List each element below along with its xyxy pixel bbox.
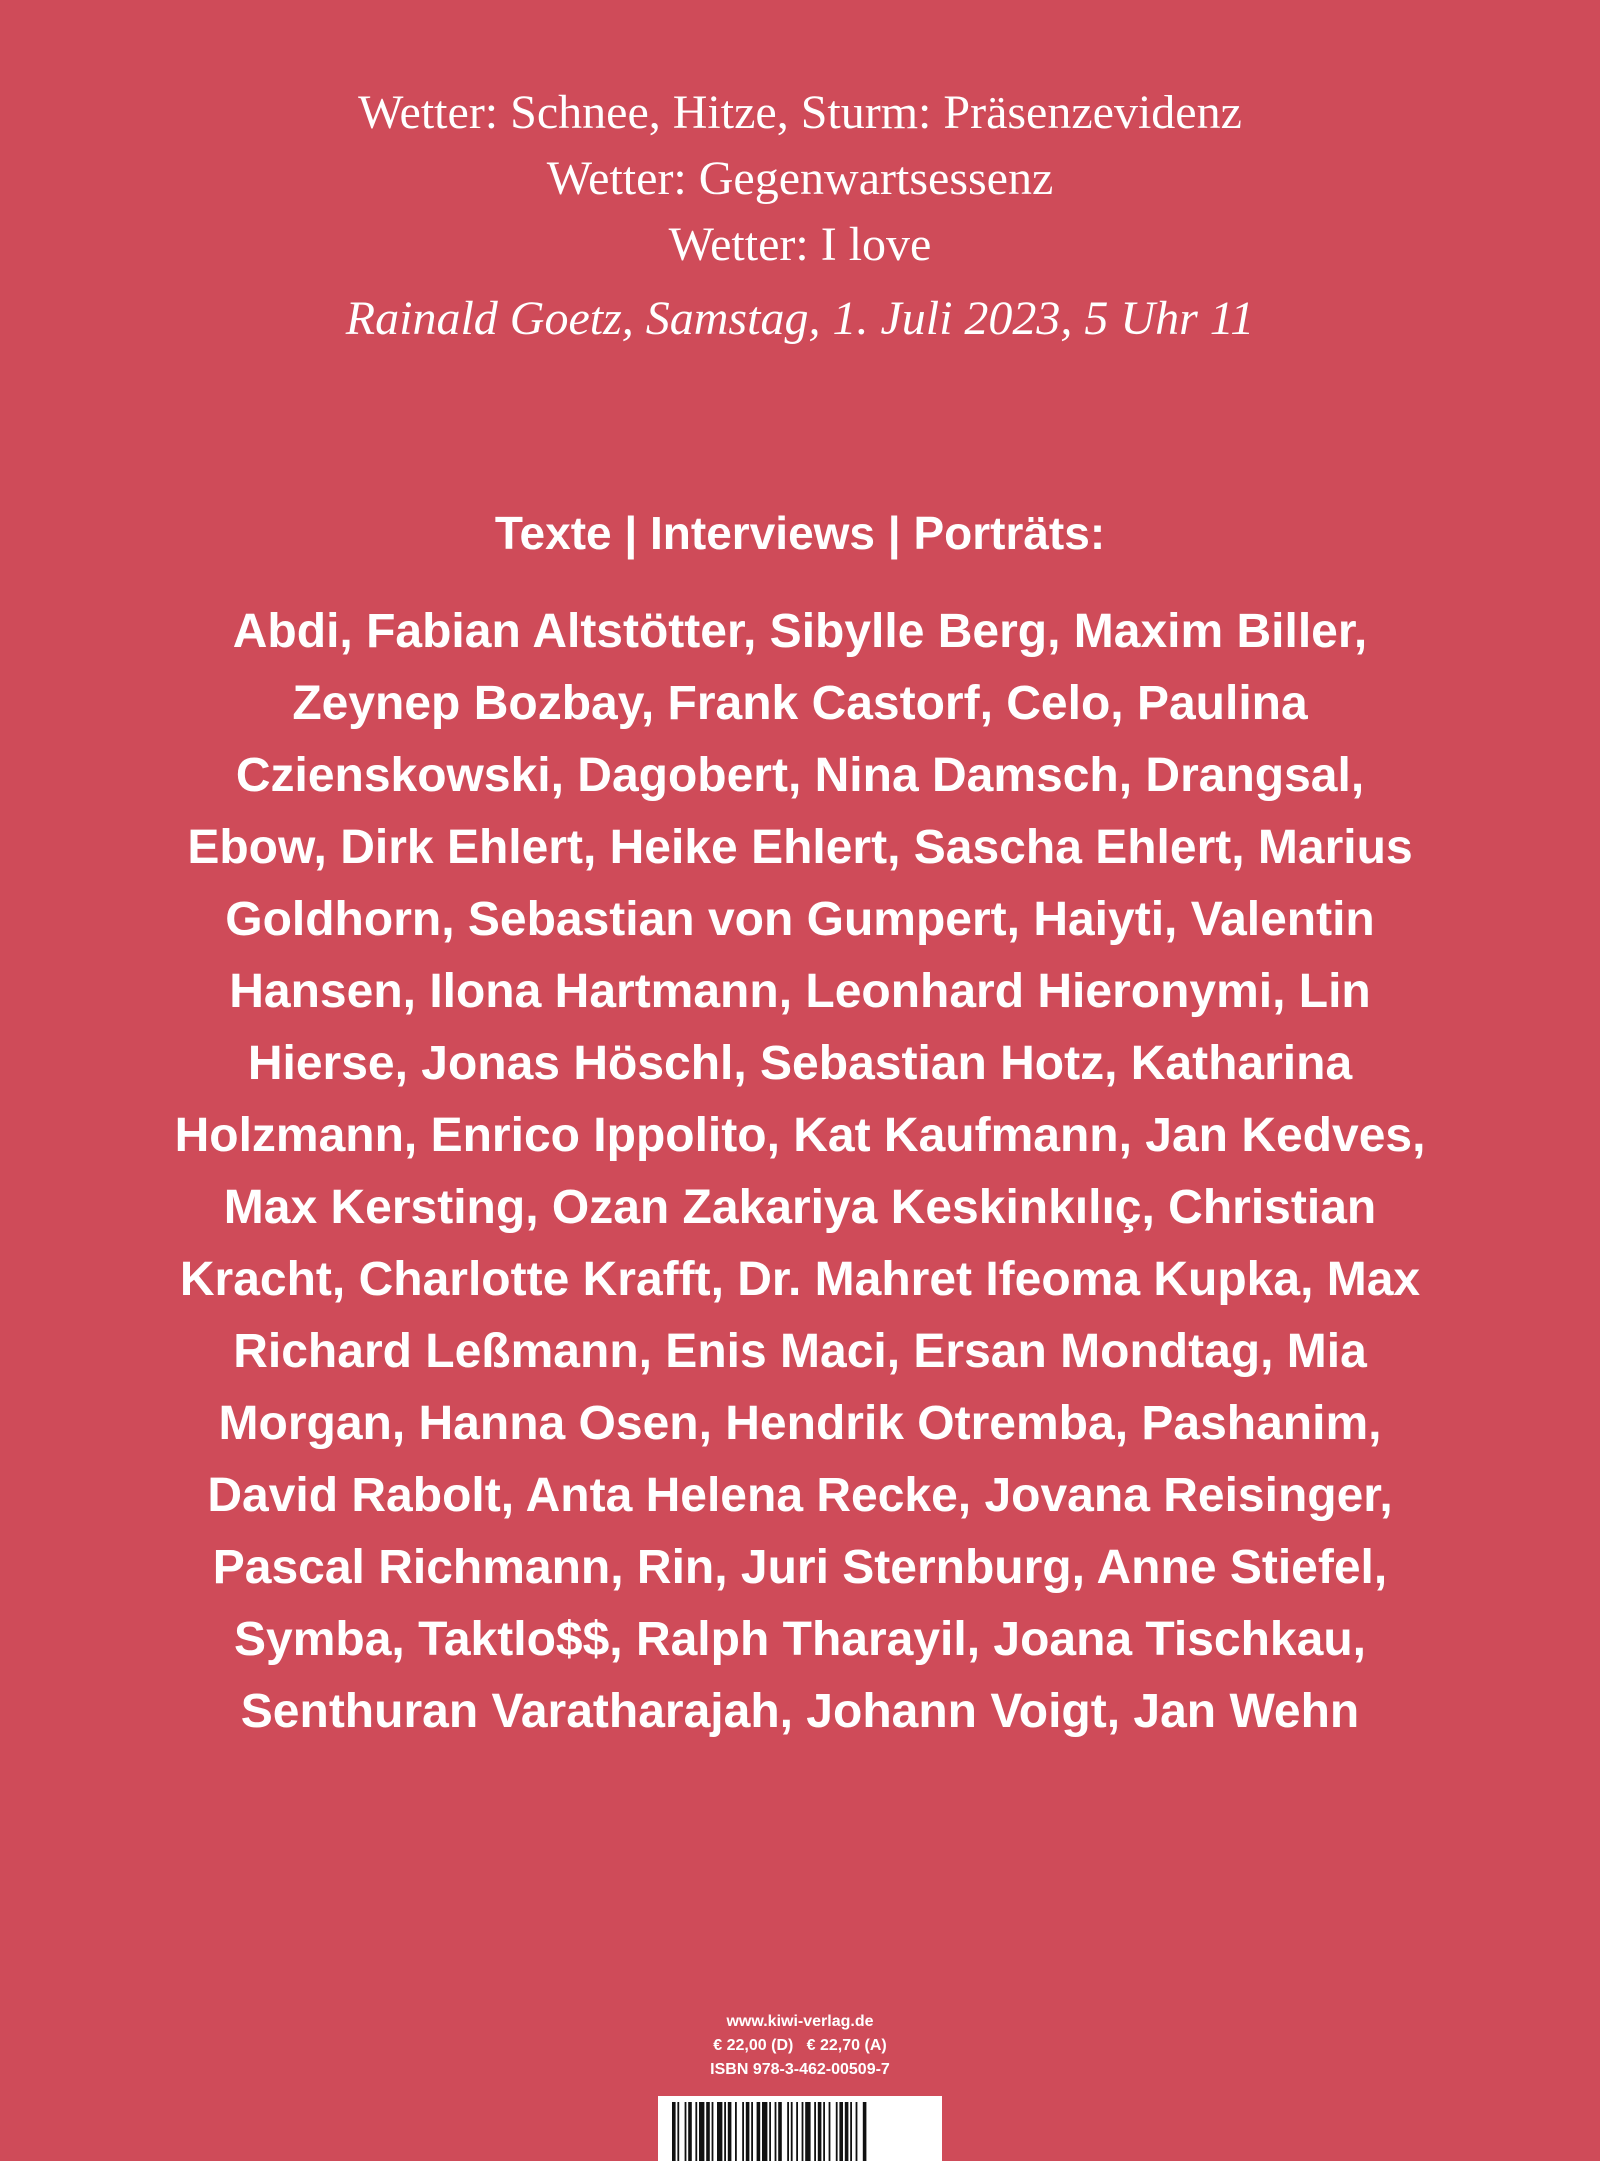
barcode-bar — [778, 2102, 782, 2161]
barcode-bar — [746, 2102, 750, 2161]
price-info: € 22,00 (D) € 22,70 (A) — [713, 2037, 887, 2054]
quote-line: Wetter: I love — [668, 218, 932, 271]
barcode-bar — [802, 2102, 804, 2161]
barcode-bar — [706, 2102, 710, 2161]
barcode-bar — [805, 2102, 810, 2161]
barcode-bar — [769, 2102, 771, 2161]
barcode-bar — [836, 2102, 838, 2161]
barcode — [658, 2096, 942, 2161]
barcode-bar — [863, 2102, 867, 2161]
barcode-bar — [850, 2102, 852, 2161]
quote-line: Wetter: Schnee, Hitze, Sturm: Präsenzevidenz — [358, 86, 1242, 139]
barcode-bar — [856, 2102, 858, 2161]
contributors-heading: Texte | Interviews | Porträts: — [494, 507, 1106, 559]
barcode-bar — [823, 2102, 825, 2161]
contributors-block — [160, 500, 1440, 1748]
publisher-info — [0, 2010, 1600, 2082]
publisher-website: www.kiwi-verlag.de — [726, 2013, 874, 2030]
barcode-bar — [672, 2102, 676, 2161]
quote-block — [0, 80, 1600, 352]
barcode-bar — [757, 2102, 761, 2161]
barcode-bar — [712, 2102, 714, 2161]
barcode-bar — [775, 2102, 777, 2161]
barcode-bar — [791, 2102, 793, 2161]
barcode-bar — [845, 2102, 849, 2161]
barcode-bar — [717, 2102, 722, 2161]
barcode-bar — [699, 2102, 704, 2161]
barcode-bar — [796, 2102, 798, 2161]
barcode-graphic — [658, 2096, 942, 2161]
quote-line: Wetter: Gegenwartsessenz — [546, 152, 1054, 205]
isbn: ISBN 978-3-462-00509-7 — [710, 2061, 890, 2078]
barcode-bar — [839, 2102, 843, 2161]
barcode-bar — [685, 2102, 687, 2161]
barcode-bar — [818, 2102, 822, 2161]
barcode-bar — [724, 2102, 726, 2161]
barcode-bar — [814, 2102, 816, 2161]
barcode-bar — [829, 2102, 831, 2161]
barcode-bar — [695, 2102, 697, 2161]
contributors-names: Abdi, Fabian Altstötter, Sibylle Berg, Maxim Biller, Zeynep Bozbay, Frank Castorf, Celo, Paulina Czienskowski, Dagobert, Nina Damsch, Drangsal, Ebow, Dirk Ehlert, Heike Ehlert, Sascha Ehlert, Marius Goldhorn, Sebastian von Gumpert, Haiyti, Valentin Hansen, Ilona Hartmann, Leonhard Hieronymi, Lin Hierse, Jonas Höschl, Sebastian Hotz, Katharina Holzmann, Enrico Ippolito, Kat Kaufmann, Jan Kedves, Max Kersting, Ozan Zakariya Keskinkılıç, Christian Kracht, Charlotte Krafft, Dr. Mahret Ifeoma Kupka, Max Richard Leßmann, Enis Maci, Ersan Mondtag, Mia Morgan, Hanna Osen, Hendrik Otremba, Pashanim, David Rabolt, Anta Helena Recke, Jovana Reisinger, Pascal Richmann, Rin, Juri Sternburg, Anne Stiefel, Symba, Taktlo$$, Ralph Tharayil, Joana Tischkau, Senthuran Varatharajah, Johann Voigt, Jan Wehn — [174, 605, 1426, 1738]
quote-attribution: Rainald Goetz, Samstag, 1. Juli 2023, 5 Uhr 11 — [345, 292, 1255, 345]
barcode-bar — [787, 2102, 789, 2161]
barcode-bar — [742, 2102, 744, 2161]
barcode-bar — [728, 2102, 732, 2161]
barcode-bar — [751, 2102, 753, 2161]
barcode-bar — [762, 2102, 767, 2161]
barcode-bar — [688, 2102, 692, 2161]
barcode-bar — [735, 2102, 737, 2161]
barcode-bar — [677, 2102, 679, 2161]
